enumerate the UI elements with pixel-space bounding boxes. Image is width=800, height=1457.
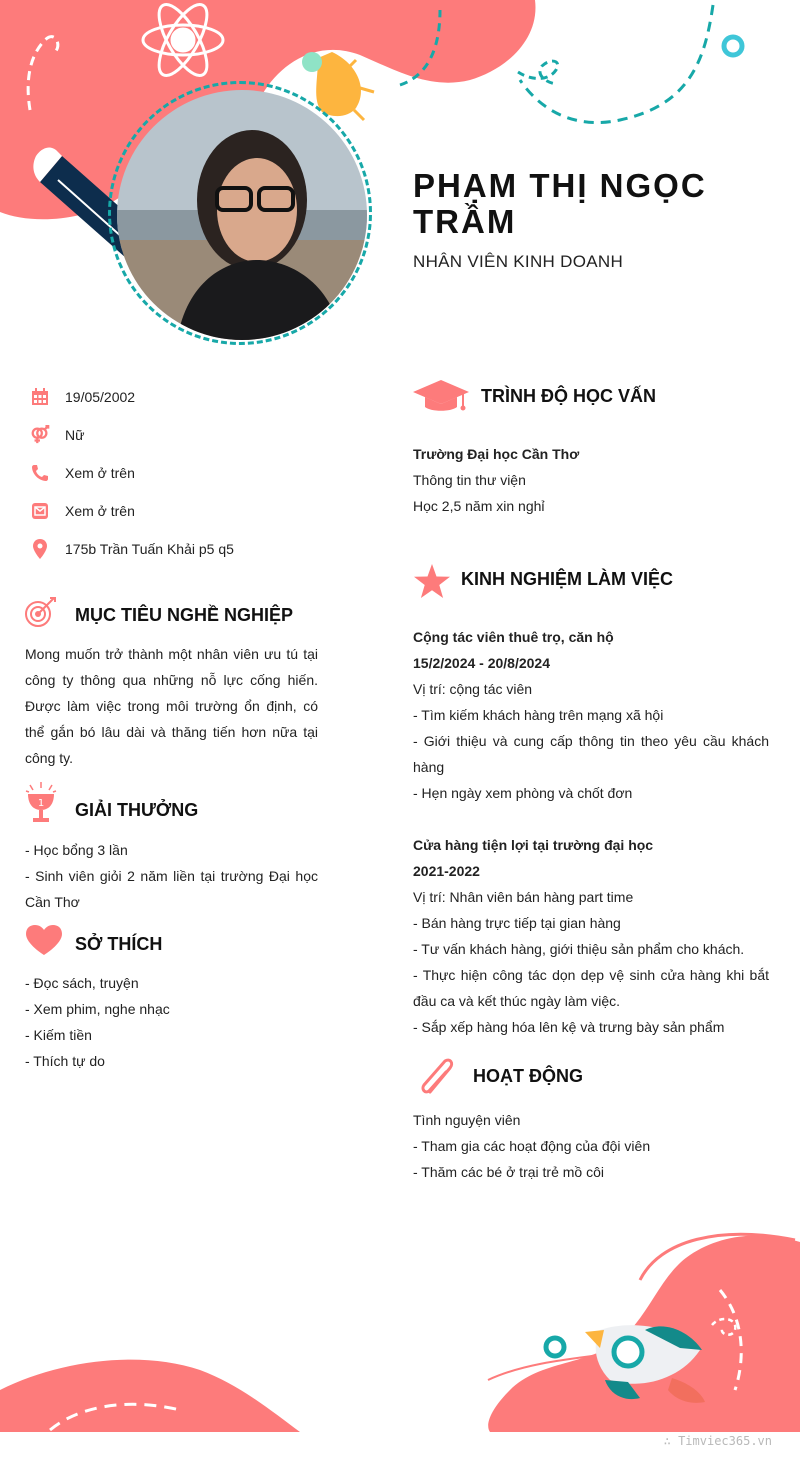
education-line: Thông tin thư viện	[413, 472, 526, 488]
paperclip-icon	[416, 1056, 458, 1098]
teal-ring-decoration	[724, 37, 742, 55]
star-icon	[414, 564, 450, 598]
education-details	[413, 441, 773, 519]
job-period: 15/2/2024 - 20/8/2024	[413, 655, 551, 671]
bottom-left-blob	[0, 1360, 300, 1432]
dashed-curve-top-right	[520, 5, 713, 123]
education-title: TRÌNH ĐỘ HỌC VẤN	[481, 386, 656, 406]
hobby-item: - Đọc sách, truyện	[25, 975, 139, 991]
job-company: Cộng tác viên thuê trọ, căn hộ	[413, 629, 614, 645]
job-detail: - Tư vấn khách hàng, giới thiệu sản phẩm cho khách.	[413, 941, 745, 957]
job-detail: - Bán hàng trực tiếp tại gian hàng	[413, 915, 621, 931]
heart-icon	[25, 924, 63, 956]
objective-title: MỤC TIÊU NGHỀ NGHIỆP	[75, 605, 294, 625]
candidate-name: PHẠM THỊ NGỌC TRẦM	[413, 167, 707, 240]
watermark: ∴ Timviec365.vn	[663, 1434, 772, 1448]
gender-icon	[30, 425, 50, 445]
objective-text: Mong muốn trở thành một nhân viên ưu tú tại công ty thông qua những nỗ lực cống hiến. Được làm việc trong môi trường ổn định, có thể gắn bó lâu dài và thăng tiến hơn nữa tại công ty.	[25, 646, 318, 766]
bottom-decoration	[0, 1220, 800, 1457]
trophy-icon	[24, 780, 58, 824]
activities-title: HOẠT ĐỘNG	[473, 1066, 583, 1086]
activity-item: - Thăm các bé ở trại trẻ mồ côi	[413, 1164, 604, 1180]
calendar-icon	[30, 387, 50, 407]
awards-title: GIẢI THƯỞNG	[75, 800, 199, 820]
award-item: - Học bổng 3 lần	[25, 842, 128, 858]
email-value: Xem ở trên	[65, 503, 135, 519]
contact-birthday	[30, 386, 135, 408]
phone-icon	[30, 463, 50, 483]
education-line: Học 2,5 năm xin nghỉ	[413, 498, 545, 514]
activity-item: Tình nguyện viên	[413, 1112, 521, 1128]
job-title: NHÂN VIÊN KINH DOANH	[413, 252, 624, 271]
address-value: 175b Trần Tuấn Khải p5 q5	[65, 541, 234, 557]
hobby-item: - Thích tự do	[25, 1053, 105, 1069]
phone-value: Xem ở trên	[65, 465, 135, 481]
job-detail: - Sắp xếp hàng hóa lên kệ và trưng bày sản phẩm	[413, 1019, 725, 1035]
job-detail: - Giới thiệu và cung cấp thông tin theo yêu cầu khách hàng	[413, 733, 769, 775]
contact-email	[30, 500, 135, 522]
hobbies-title: SỞ THÍCH	[75, 934, 163, 954]
job-detail: Vị trí: cộng tác viên	[413, 681, 533, 697]
job-company: Cửa hàng tiện lợi tại trường đại học	[413, 837, 654, 853]
email-icon	[30, 501, 50, 521]
hobby-item: - Xem phim, nghe nhạc	[25, 1001, 170, 1017]
activities-list	[413, 1107, 769, 1185]
hobby-item: - Kiếm tiền	[25, 1027, 92, 1043]
school-name: Trường Đại học Cần Thơ	[413, 446, 580, 462]
contact-gender	[30, 424, 84, 446]
teal-ring-bottom	[546, 1338, 564, 1356]
dashed-loop	[518, 61, 558, 84]
birthday-value: 19/05/2002	[65, 389, 136, 405]
target-icon	[24, 596, 58, 630]
award-item: - Sinh viên giỏi 2 năm liền tại trường Đại học Cần Thơ	[25, 868, 318, 910]
job-detail: - Hẹn ngày xem phòng và chốt đơn	[413, 785, 633, 801]
trophy-number: 1	[37, 798, 45, 809]
job-detail: - Thực hiện công tác dọn dẹp vệ sinh cửa hàng khi bắt đầu ca và kết thúc ngày làm việc.	[413, 967, 769, 1009]
job-detail: Vị trí: Nhân viên bán hàng part time	[413, 889, 634, 905]
hobbies-list	[25, 970, 318, 1074]
location-pin-icon	[30, 539, 50, 559]
profile-photo	[117, 90, 367, 340]
job-period: 2021-2022	[413, 863, 480, 879]
contact-phone	[30, 462, 135, 484]
experience-job-1	[413, 624, 769, 806]
awards-list	[25, 837, 318, 915]
experience-title: KINH NGHIỆM LÀM VIỆC	[461, 569, 674, 589]
activity-item: - Tham gia các hoạt động của đội viên	[413, 1138, 651, 1154]
contact-address	[30, 538, 234, 560]
gender-value: Nữ	[65, 427, 85, 443]
job-detail: - Tìm kiếm khách hàng trên mạng xã hội	[413, 707, 664, 723]
experience-job-2	[413, 832, 769, 1040]
graduation-cap-icon	[413, 380, 469, 414]
